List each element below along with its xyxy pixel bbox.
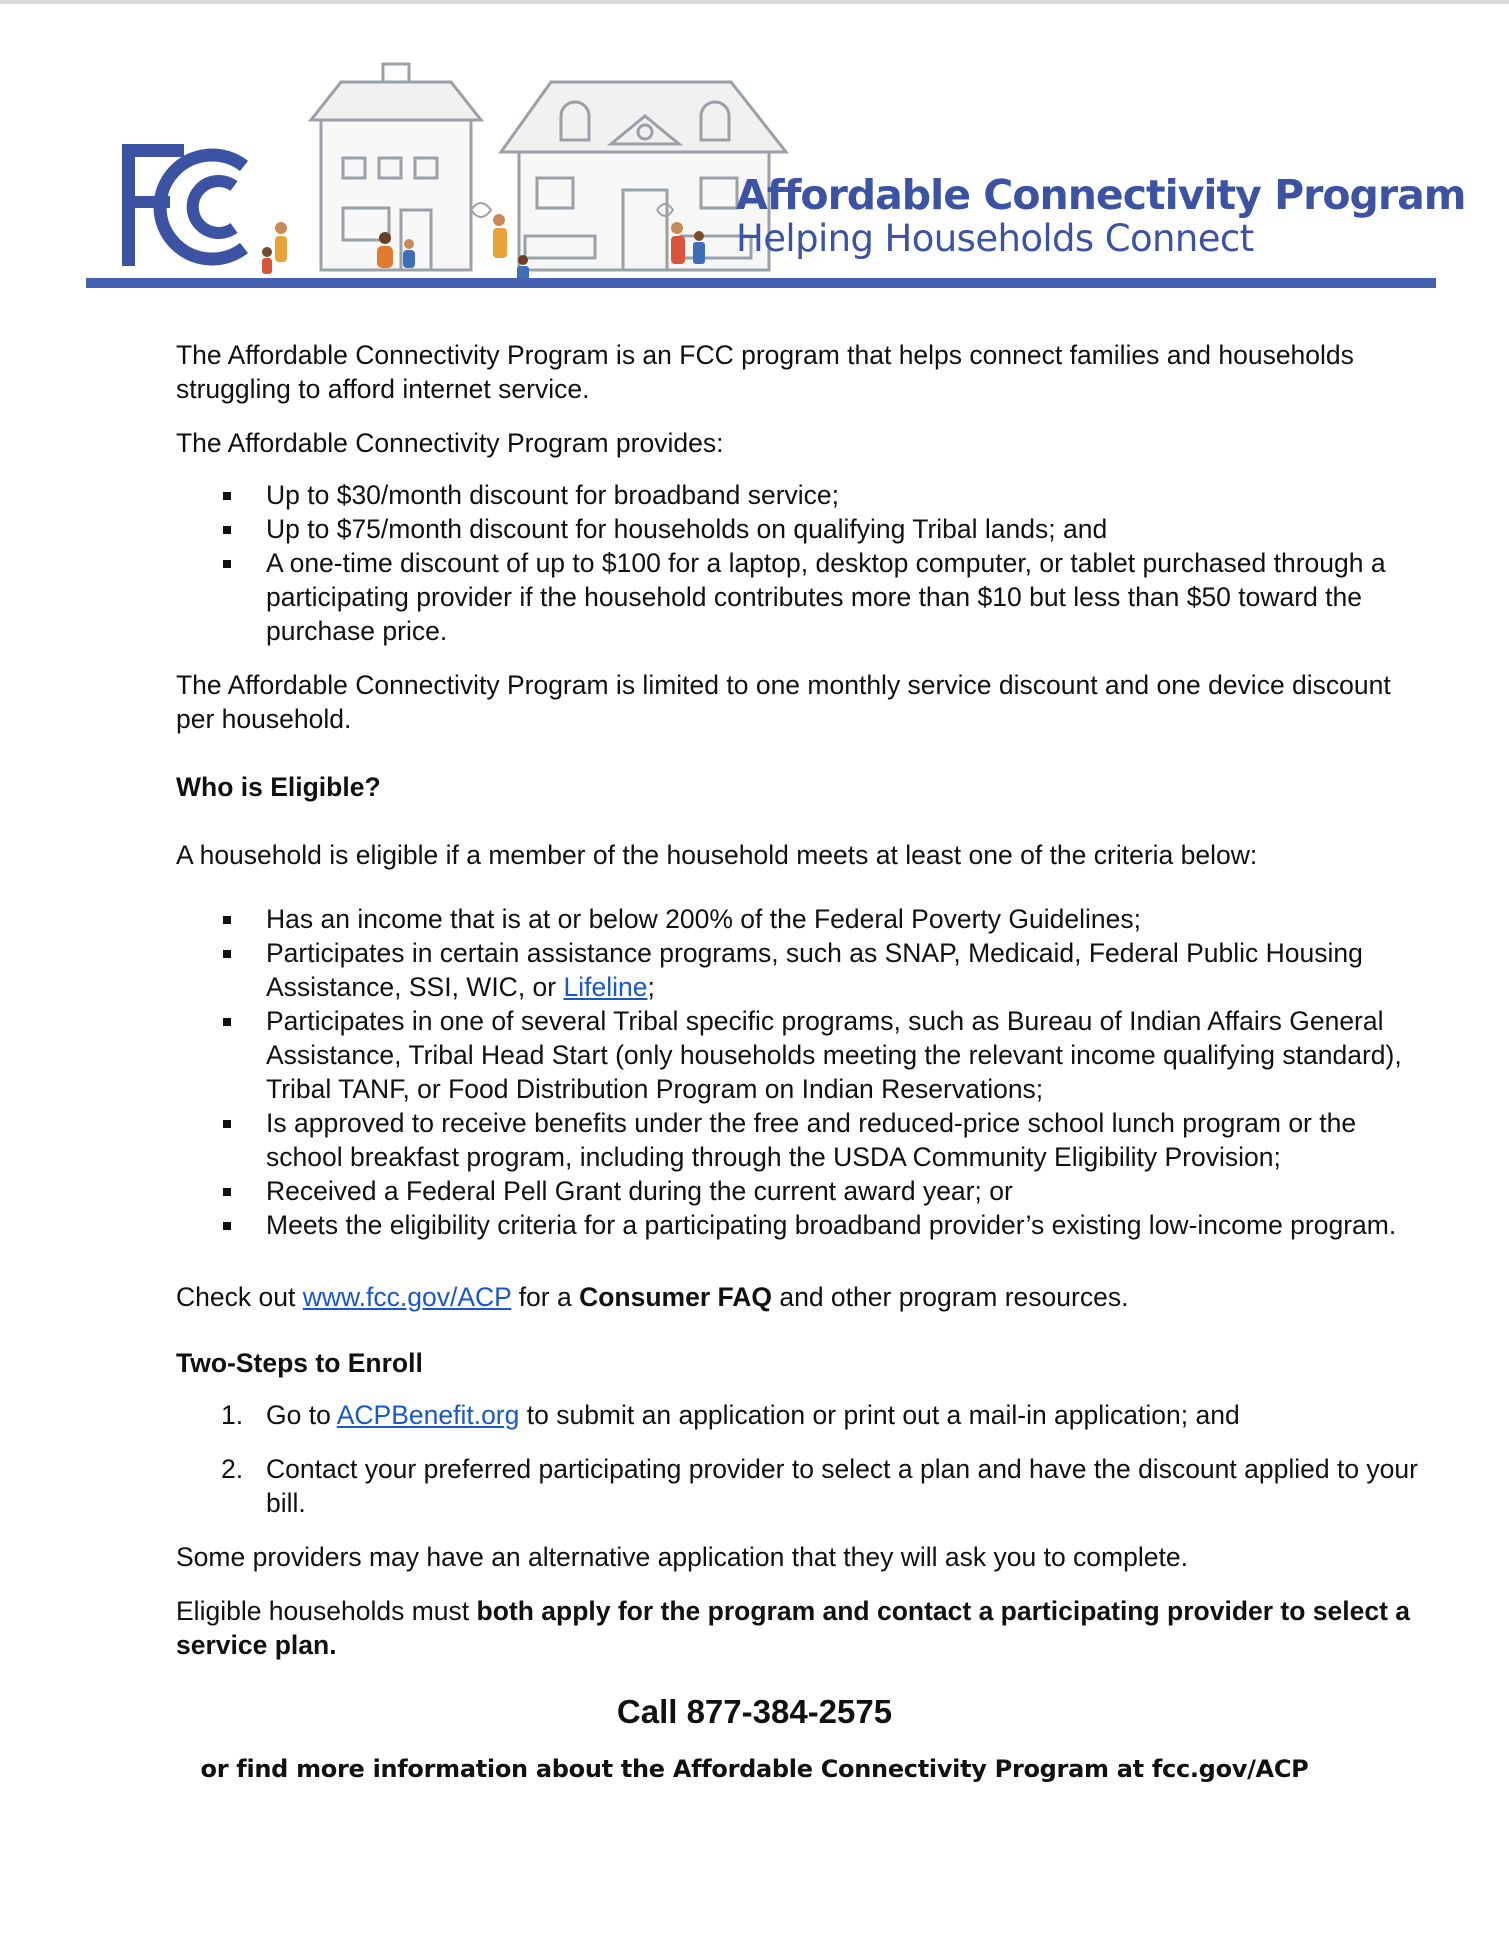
step-item bbox=[176, 1452, 1426, 1520]
eligibility-list bbox=[176, 902, 1426, 1242]
final-prefix: Eligible households must bbox=[176, 1596, 477, 1626]
fcc-acp-link[interactable]: www.fcc.gov/ACP bbox=[302, 1282, 512, 1312]
final-paragraph bbox=[176, 1594, 1426, 1662]
resources-suffix: and other program resources. bbox=[771, 1282, 1129, 1312]
step-text: Contact your preferred participating provider to select a plan and have the discount applied to your bill. bbox=[266, 1454, 1418, 1518]
step-text: Go to bbox=[266, 1400, 337, 1430]
footer-info: or find more information about the Affordable Connectivity Program at fcc.gov/ACP bbox=[200, 1755, 1309, 1783]
lifeline-link[interactable]: Lifeline bbox=[563, 972, 648, 1002]
header-banner bbox=[86, 60, 1466, 290]
list-item: Is approved to receive benefits under the free and reduced-price school lunch program or the school breakfast program, including through the USDA Community Eligibility Provision; bbox=[176, 1106, 1426, 1174]
list-item: A one-time discount of up to $100 for a laptop, desktop computer, or tablet purchased through a participating provider if the household contributes more than $10 but less than $50 toward the purchase price. bbox=[176, 546, 1426, 648]
step-item bbox=[176, 1398, 1426, 1432]
program-title: Affordable Connectivity Program bbox=[736, 171, 1466, 219]
list-item: Has an income that is at or below 200% of the Federal Poverty Guidelines; bbox=[176, 902, 1426, 936]
list-item: Up to $75/month discount for households on qualifying Tribal lands; and bbox=[176, 512, 1426, 546]
list-item: Received a Federal Pell Grant during the current award year; or bbox=[176, 1174, 1426, 1208]
intro-paragraph: The Affordable Connectivity Program is an FCC program that helps connect families and households struggling to afford internet service. bbox=[176, 340, 1354, 404]
resources-prefix: Check out bbox=[176, 1282, 303, 1312]
alternative-note: Some providers may have an alternative application that they will ask you to complete. bbox=[176, 1542, 1188, 1572]
provides-lead: The Affordable Connectivity Program provides: bbox=[176, 428, 724, 458]
resources-mid: for a bbox=[511, 1282, 580, 1312]
consumer-faq-text: Consumer FAQ bbox=[579, 1282, 772, 1312]
title-block bbox=[736, 172, 1465, 260]
eligibility-heading: Who is Eligible? bbox=[176, 772, 381, 802]
fcc-logo bbox=[116, 136, 266, 276]
call-number: Call 877-384-2575 bbox=[616, 1693, 893, 1730]
step-text: to submit an application or print out a mail-in application; and bbox=[519, 1400, 1240, 1430]
list-item: Participates in one of several Tribal specific programs, such as Bureau of Indian Affairs General Assistance, Tribal Head Start (only households meeting the relevant income qualifying standard), Tribal TANF, or Food Distribution Program on Indian Reservations; bbox=[176, 1004, 1426, 1106]
resources-paragraph bbox=[176, 1280, 1426, 1314]
acpbenefit-link[interactable]: ACPBenefit.org bbox=[336, 1400, 520, 1430]
list-item bbox=[176, 936, 1426, 1004]
header-divider bbox=[86, 278, 1436, 288]
eligibility-lead: A household is eligible if a member of the household meets at least one of the criteria below: bbox=[176, 840, 1258, 870]
program-subtitle: Helping Households Connect bbox=[736, 217, 1254, 260]
list-item: Meets the eligibility criteria for a participating broadband provider’s existing low-income program. bbox=[176, 1208, 1426, 1242]
enroll-steps bbox=[176, 1398, 1426, 1520]
list-item-text: Participates in certain assistance programs, such as SNAP, Medicaid, Federal Public Housing Assistance, SSI, WIC, or bbox=[266, 938, 1363, 1002]
list-item: Up to $30/month discount for broadband service; bbox=[176, 478, 1426, 512]
limit-paragraph: The Affordable Connectivity Program is limited to one monthly service discount and one device discount per household. bbox=[176, 670, 1391, 734]
list-item-tail: ; bbox=[647, 972, 655, 1002]
provides-list bbox=[176, 478, 1426, 648]
step-number: 2. bbox=[221, 1454, 244, 1484]
document-body bbox=[176, 338, 1426, 1784]
step-number: 1. bbox=[221, 1400, 244, 1430]
final-bold-text: both apply for the program and contact a participating provider to select a service plan. bbox=[176, 1596, 1411, 1660]
enroll-heading: Two-Steps to Enroll bbox=[176, 1348, 423, 1378]
